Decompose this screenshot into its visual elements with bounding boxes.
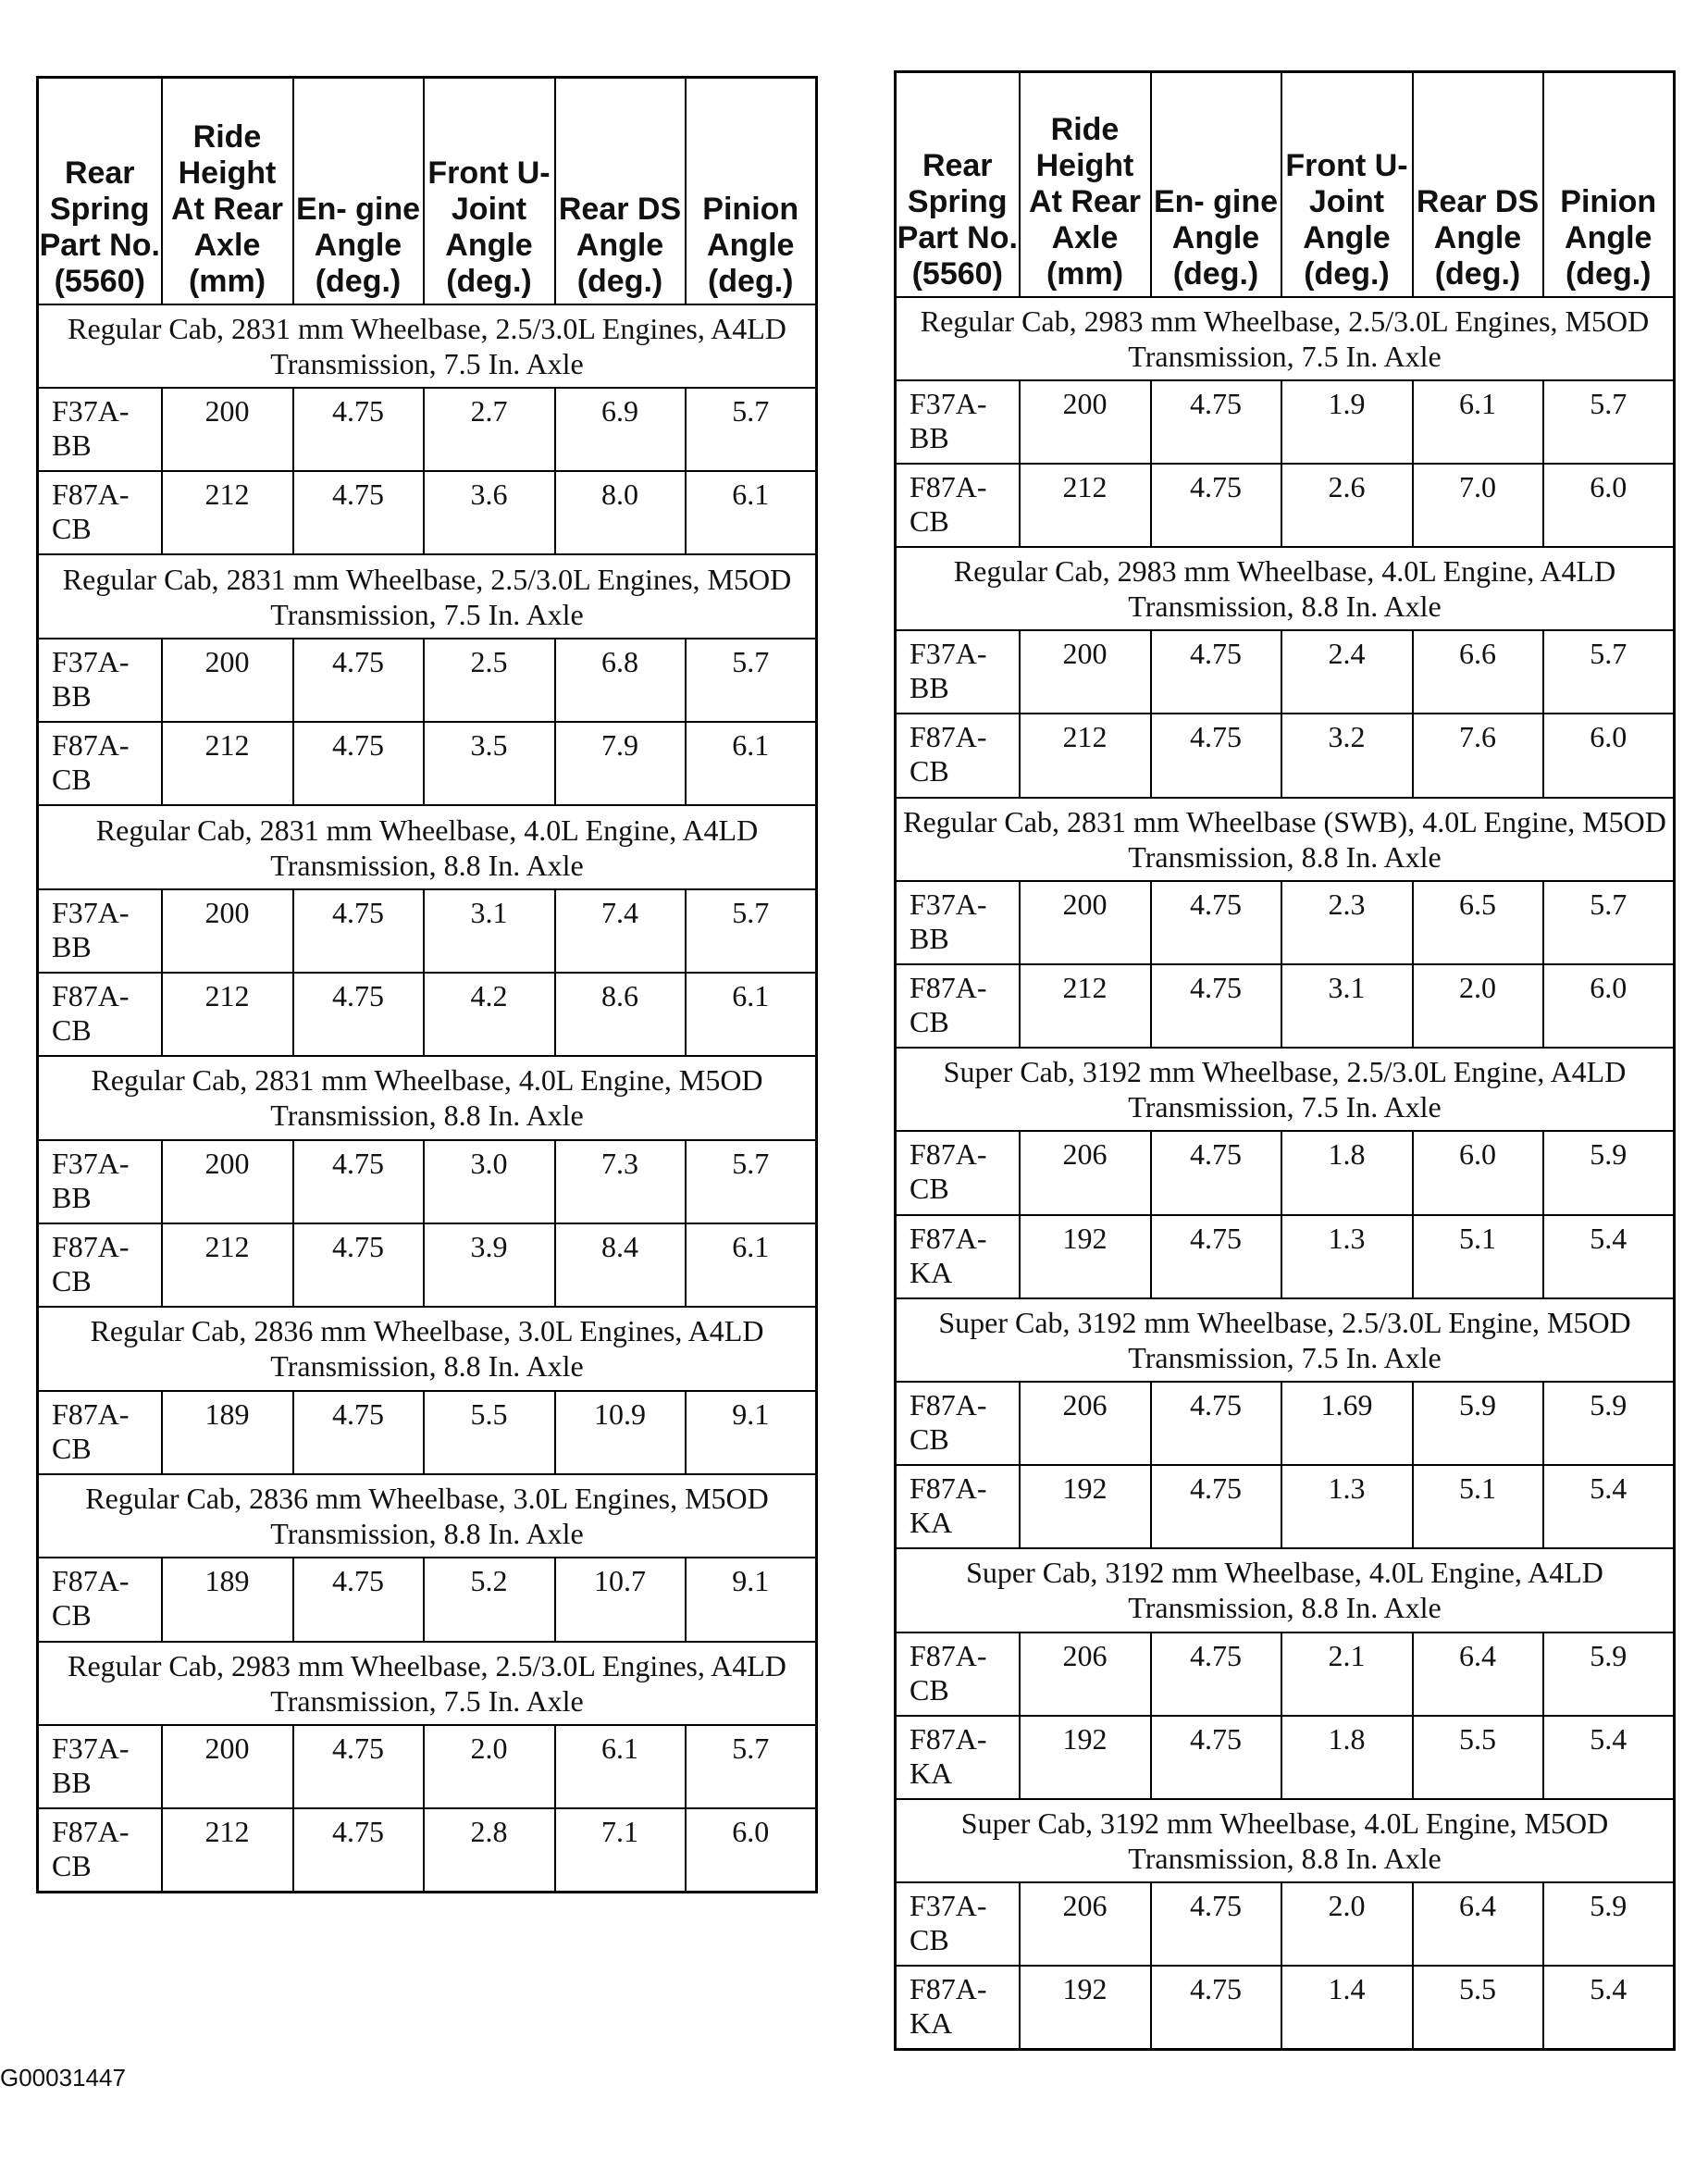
cell-pinion-angle: 6.0	[1543, 964, 1675, 1048]
cell-pinion-angle: 6.1	[686, 471, 817, 554]
cell-part-no: F87A- CB	[896, 1632, 1020, 1716]
cell-pinion-angle: 6.0	[686, 1808, 817, 1892]
cell-pinion-angle: 6.1	[686, 973, 817, 1056]
section-title: Regular Cab, 2831 mm Wheelbase, 2.5/3.0L Engines, A4LD Transmission, 7.5 In. Axle	[38, 304, 817, 388]
cell-engine-angle: 4.75	[1151, 464, 1281, 547]
section-title: Regular Cab, 2836 mm Wheelbase, 3.0L Engines, A4LD Transmission, 8.8 In. Axle	[38, 1307, 817, 1390]
table-row	[38, 889, 817, 973]
section-heading-row	[38, 1474, 817, 1558]
section-title: Regular Cab, 2983 mm Wheelbase, 4.0L Engine, A4LD Transmission, 8.8 In. Axle	[896, 547, 1675, 630]
cell-ride-height: 200	[162, 889, 293, 973]
cell-rear-ds-angle: 5.5	[1413, 1966, 1543, 2049]
table-row	[896, 630, 1675, 714]
cell-rear-ds-angle: 7.6	[1413, 714, 1543, 797]
section-title: Super Cab, 3192 mm Wheelbase, 2.5/3.0L Engine, A4LD Transmission, 7.5 In. Axle	[896, 1048, 1675, 1131]
table-row	[38, 1140, 817, 1223]
cell-ride-height: 212	[162, 1223, 293, 1307]
cell-ride-height: 200	[1020, 881, 1151, 964]
table-row	[896, 1716, 1675, 1799]
cell-ride-height: 189	[162, 1391, 293, 1474]
cell-rear-ds-angle: 6.1	[555, 1725, 686, 1808]
table-row	[896, 1215, 1675, 1298]
section-heading-row	[38, 1056, 817, 1139]
cell-part-no: F87A- CB	[38, 722, 162, 805]
cell-engine-angle: 4.75	[1151, 1465, 1281, 1548]
section-heading-row	[896, 1298, 1675, 1382]
cell-ride-height: 212	[162, 471, 293, 554]
cell-ride-height: 200	[162, 639, 293, 722]
cell-ride-height: 212	[1020, 714, 1151, 797]
cell-front-u-joint-angle: 2.0	[1281, 1882, 1413, 1966]
cell-rear-ds-angle: 6.4	[1413, 1882, 1543, 1966]
cell-engine-angle: 4.75	[293, 722, 424, 805]
section-heading-row	[896, 1799, 1675, 1882]
header-part-no: Rear Spring Part No. (5560)	[38, 78, 162, 304]
cell-front-u-joint-angle: 2.1	[1281, 1632, 1413, 1716]
header-row	[38, 78, 817, 304]
cell-ride-height: 192	[1020, 1465, 1151, 1548]
cell-front-u-joint-angle: 2.0	[424, 1725, 555, 1808]
cell-front-u-joint-angle: 2.3	[1281, 881, 1413, 964]
table-row	[896, 714, 1675, 797]
cell-rear-ds-angle: 6.5	[1413, 881, 1543, 964]
figure-code: G00031447	[0, 2064, 126, 2092]
section-heading-row	[896, 1048, 1675, 1131]
table-row	[38, 388, 817, 471]
cell-engine-angle: 4.75	[293, 471, 424, 554]
cell-pinion-angle: 5.4	[1543, 1966, 1675, 2049]
cell-part-no: F37A- BB	[896, 380, 1020, 464]
table-row	[38, 1223, 817, 1307]
cell-pinion-angle: 5.4	[1543, 1215, 1675, 1298]
cell-engine-angle: 4.75	[1151, 380, 1281, 464]
cell-front-u-joint-angle: 3.5	[424, 722, 555, 805]
cell-engine-angle: 4.75	[1151, 881, 1281, 964]
header-row	[896, 72, 1675, 297]
table-row	[38, 722, 817, 805]
cell-engine-angle: 4.75	[293, 1725, 424, 1808]
cell-ride-height: 212	[162, 1808, 293, 1892]
cell-pinion-angle: 9.1	[686, 1558, 817, 1641]
section-title: Regular Cab, 2831 mm Wheelbase (SWB), 4.0L Engine, M5OD Transmission, 8.8 In. Axle	[896, 798, 1675, 881]
header-front-u-joint-angle: Front U-Joint Angle (deg.)	[424, 78, 555, 304]
table-row	[38, 1808, 817, 1892]
cell-part-no: F87A- KA	[896, 1215, 1020, 1298]
cell-pinion-angle: 5.9	[1543, 1131, 1675, 1214]
cell-part-no: F87A- KA	[896, 1465, 1020, 1548]
cell-part-no: F37A- BB	[38, 388, 162, 471]
cell-rear-ds-angle: 10.9	[555, 1391, 686, 1474]
cell-rear-ds-angle: 5.1	[1413, 1465, 1543, 1548]
table-row	[896, 881, 1675, 964]
header-rear-ds-angle: Rear DS Angle (deg.)	[555, 78, 686, 304]
cell-ride-height: 192	[1020, 1966, 1151, 2049]
cell-engine-angle: 4.75	[1151, 1966, 1281, 2049]
section-title: Regular Cab, 2983 mm Wheelbase, 2.5/3.0L Engines, M5OD Transmission, 7.5 In. Axle	[896, 297, 1675, 380]
cell-front-u-joint-angle: 2.8	[424, 1808, 555, 1892]
section-heading-row	[38, 805, 817, 888]
cell-front-u-joint-angle: 3.6	[424, 471, 555, 554]
cell-rear-ds-angle: 6.6	[1413, 630, 1543, 714]
cell-part-no: F87A- KA	[896, 1966, 1020, 2049]
cell-front-u-joint-angle: 4.2	[424, 973, 555, 1056]
table-row	[896, 1131, 1675, 1214]
cell-front-u-joint-angle: 1.3	[1281, 1215, 1413, 1298]
cell-part-no: F87A- CB	[38, 1558, 162, 1641]
cell-rear-ds-angle: 6.0	[1413, 1131, 1543, 1214]
cell-ride-height: 189	[162, 1558, 293, 1641]
cell-part-no: F87A- CB	[896, 1131, 1020, 1214]
section-title: Regular Cab, 2831 mm Wheelbase, 4.0L Engine, A4LD Transmission, 8.8 In. Axle	[38, 805, 817, 888]
cell-ride-height: 200	[1020, 380, 1151, 464]
cell-ride-height: 192	[1020, 1215, 1151, 1298]
cell-ride-height: 206	[1020, 1882, 1151, 1966]
cell-rear-ds-angle: 6.1	[1413, 380, 1543, 464]
cell-front-u-joint-angle: 3.1	[1281, 964, 1413, 1048]
section-title: Regular Cab, 2836 mm Wheelbase, 3.0L Engines, M5OD Transmission, 8.8 In. Axle	[38, 1474, 817, 1558]
cell-part-no: F87A- CB	[896, 714, 1020, 797]
section-title: Regular Cab, 2831 mm Wheelbase, 4.0L Engine, M5OD Transmission, 8.8 In. Axle	[38, 1056, 817, 1139]
cell-part-no: F37A- BB	[38, 1725, 162, 1808]
cell-engine-angle: 4.75	[293, 889, 424, 973]
cell-front-u-joint-angle: 3.0	[424, 1140, 555, 1223]
cell-ride-height: 206	[1020, 1632, 1151, 1716]
cell-ride-height: 206	[1020, 1382, 1151, 1465]
cell-front-u-joint-angle: 1.8	[1281, 1131, 1413, 1214]
cell-part-no: F87A- CB	[38, 1223, 162, 1307]
cell-ride-height: 200	[162, 1140, 293, 1223]
section-heading-row	[896, 297, 1675, 380]
section-title: Super Cab, 3192 mm Wheelbase, 4.0L Engine, A4LD Transmission, 8.8 In. Axle	[896, 1548, 1675, 1632]
cell-front-u-joint-angle: 2.4	[1281, 630, 1413, 714]
cell-part-no: F87A- KA	[896, 1716, 1020, 1799]
cell-rear-ds-angle: 7.1	[555, 1808, 686, 1892]
cell-front-u-joint-angle: 3.2	[1281, 714, 1413, 797]
section-title: Regular Cab, 2983 mm Wheelbase, 2.5/3.0L Engines, A4LD Transmission, 7.5 In. Axle	[38, 1642, 817, 1725]
cell-pinion-angle: 5.9	[1543, 1382, 1675, 1465]
header-engine-angle: En- gine Angle (deg.)	[1151, 72, 1281, 297]
cell-pinion-angle: 5.9	[1543, 1632, 1675, 1716]
cell-pinion-angle: 5.7	[1543, 380, 1675, 464]
cell-part-no: F87A- CB	[38, 471, 162, 554]
table-row	[896, 464, 1675, 547]
section-title: Super Cab, 3192 mm Wheelbase, 4.0L Engine, M5OD Transmission, 8.8 In. Axle	[896, 1799, 1675, 1882]
cell-engine-angle: 4.75	[1151, 1882, 1281, 1966]
cell-pinion-angle: 5.7	[1543, 881, 1675, 964]
table-row	[896, 1882, 1675, 1966]
cell-front-u-joint-angle: 3.1	[424, 889, 555, 973]
cell-part-no: F87A- CB	[38, 1391, 162, 1474]
section-heading-row	[38, 304, 817, 388]
cell-part-no: F87A- CB	[896, 464, 1020, 547]
header-part-no: Rear Spring Part No. (5560)	[896, 72, 1020, 297]
cell-pinion-angle: 6.0	[1543, 714, 1675, 797]
cell-rear-ds-angle: 7.0	[1413, 464, 1543, 547]
cell-part-no: F37A- BB	[896, 630, 1020, 714]
cell-engine-angle: 4.75	[1151, 630, 1281, 714]
cell-rear-ds-angle: 5.5	[1413, 1716, 1543, 1799]
cell-ride-height: 206	[1020, 1131, 1151, 1214]
cell-part-no: F87A- CB	[38, 973, 162, 1056]
table-row	[896, 1966, 1675, 2049]
section-heading-row	[38, 1307, 817, 1390]
cell-front-u-joint-angle: 5.2	[424, 1558, 555, 1641]
cell-pinion-angle: 5.7	[1543, 630, 1675, 714]
cell-engine-angle: 4.75	[293, 1391, 424, 1474]
cell-rear-ds-angle: 6.4	[1413, 1632, 1543, 1716]
cell-part-no: F37A- BB	[38, 889, 162, 973]
table-row	[38, 639, 817, 722]
cell-engine-angle: 4.75	[1151, 1382, 1281, 1465]
cell-pinion-angle: 5.7	[686, 1725, 817, 1808]
table-row	[896, 380, 1675, 464]
cell-part-no: F37A- BB	[896, 881, 1020, 964]
table-row	[896, 964, 1675, 1048]
cell-engine-angle: 4.75	[1151, 1131, 1281, 1214]
cell-front-u-joint-angle: 1.9	[1281, 380, 1413, 464]
section-title: Regular Cab, 2831 mm Wheelbase, 2.5/3.0L Engines, M5OD Transmission, 7.5 In. Axle	[38, 554, 817, 638]
cell-rear-ds-angle: 8.6	[555, 973, 686, 1056]
cell-engine-angle: 4.75	[293, 1140, 424, 1223]
section-heading-row	[896, 798, 1675, 881]
cell-pinion-angle: 6.1	[686, 1223, 817, 1307]
cell-engine-angle: 4.75	[1151, 1215, 1281, 1298]
table-row	[38, 471, 817, 554]
table-row	[38, 1558, 817, 1641]
header-rear-ds-angle: Rear DS Angle (deg.)	[1413, 72, 1543, 297]
cell-pinion-angle: 6.0	[1543, 464, 1675, 547]
cell-front-u-joint-angle: 1.4	[1281, 1966, 1413, 2049]
cell-front-u-joint-angle: 3.9	[424, 1223, 555, 1307]
cell-ride-height: 212	[1020, 464, 1151, 547]
cell-engine-angle: 4.75	[293, 1558, 424, 1641]
header-ride-height: Ride Height At Rear Axle (mm)	[162, 78, 293, 304]
cell-engine-angle: 4.75	[1151, 964, 1281, 1048]
cell-engine-angle: 4.75	[293, 639, 424, 722]
cell-rear-ds-angle: 7.3	[555, 1140, 686, 1223]
cell-engine-angle: 4.75	[293, 973, 424, 1056]
cell-rear-ds-angle: 5.9	[1413, 1382, 1543, 1465]
left-spec-table	[36, 76, 818, 1893]
section-title: Super Cab, 3192 mm Wheelbase, 2.5/3.0L Engine, M5OD Transmission, 7.5 In. Axle	[896, 1298, 1675, 1382]
cell-part-no: F37A- CB	[896, 1882, 1020, 1966]
cell-ride-height: 212	[162, 973, 293, 1056]
cell-rear-ds-angle: 7.9	[555, 722, 686, 805]
cell-ride-height: 212	[162, 722, 293, 805]
cell-ride-height: 192	[1020, 1716, 1151, 1799]
section-heading-row	[896, 547, 1675, 630]
cell-pinion-angle: 5.7	[686, 1140, 817, 1223]
cell-part-no: F87A- CB	[896, 1382, 1020, 1465]
header-engine-angle: En- gine Angle (deg.)	[293, 78, 424, 304]
cell-engine-angle: 4.75	[293, 388, 424, 471]
table-row	[896, 1632, 1675, 1716]
cell-engine-angle: 4.75	[1151, 1632, 1281, 1716]
cell-pinion-angle: 5.7	[686, 889, 817, 973]
cell-front-u-joint-angle: 1.69	[1281, 1382, 1413, 1465]
header-ride-height: Ride Height At Rear Axle (mm)	[1020, 72, 1151, 297]
section-heading-row	[38, 1642, 817, 1725]
table-row	[38, 973, 817, 1056]
table-row	[38, 1725, 817, 1808]
cell-rear-ds-angle: 6.8	[555, 639, 686, 722]
cell-front-u-joint-angle: 2.6	[1281, 464, 1413, 547]
header-pinion-angle: Pinion Angle (deg.)	[686, 78, 817, 304]
cell-rear-ds-angle: 2.0	[1413, 964, 1543, 1048]
cell-pinion-angle: 5.4	[1543, 1716, 1675, 1799]
cell-rear-ds-angle: 10.7	[555, 1558, 686, 1641]
cell-front-u-joint-angle: 5.5	[424, 1391, 555, 1474]
cell-pinion-angle: 9.1	[686, 1391, 817, 1474]
cell-engine-angle: 4.75	[293, 1808, 424, 1892]
cell-front-u-joint-angle: 2.5	[424, 639, 555, 722]
cell-front-u-joint-angle: 1.8	[1281, 1716, 1413, 1799]
cell-pinion-angle: 5.7	[686, 388, 817, 471]
cell-rear-ds-angle: 8.0	[555, 471, 686, 554]
cell-pinion-angle: 5.7	[686, 639, 817, 722]
table-row	[896, 1382, 1675, 1465]
cell-ride-height: 212	[1020, 964, 1151, 1048]
cell-engine-angle: 4.75	[1151, 1716, 1281, 1799]
section-heading-row	[38, 554, 817, 638]
cell-part-no: F37A- BB	[38, 1140, 162, 1223]
cell-front-u-joint-angle: 1.3	[1281, 1465, 1413, 1548]
cell-pinion-angle: 5.4	[1543, 1465, 1675, 1548]
cell-rear-ds-angle: 6.9	[555, 388, 686, 471]
table-row	[38, 1391, 817, 1474]
cell-ride-height: 200	[162, 1725, 293, 1808]
cell-rear-ds-angle: 7.4	[555, 889, 686, 973]
cell-pinion-angle: 6.1	[686, 722, 817, 805]
cell-part-no: F37A- BB	[38, 639, 162, 722]
table-row	[896, 1465, 1675, 1548]
cell-front-u-joint-angle: 2.7	[424, 388, 555, 471]
cell-part-no: F87A- CB	[896, 964, 1020, 1048]
header-front-u-joint-angle: Front U-Joint Angle (deg.)	[1281, 72, 1413, 297]
cell-rear-ds-angle: 5.1	[1413, 1215, 1543, 1298]
section-heading-row	[896, 1548, 1675, 1632]
cell-engine-angle: 4.75	[293, 1223, 424, 1307]
cell-part-no: F87A- CB	[38, 1808, 162, 1892]
cell-ride-height: 200	[1020, 630, 1151, 714]
cell-engine-angle: 4.75	[1151, 714, 1281, 797]
cell-ride-height: 200	[162, 388, 293, 471]
right-spec-table	[894, 70, 1676, 2051]
header-pinion-angle: Pinion Angle (deg.)	[1543, 72, 1675, 297]
cell-pinion-angle: 5.9	[1543, 1882, 1675, 1966]
cell-rear-ds-angle: 8.4	[555, 1223, 686, 1307]
